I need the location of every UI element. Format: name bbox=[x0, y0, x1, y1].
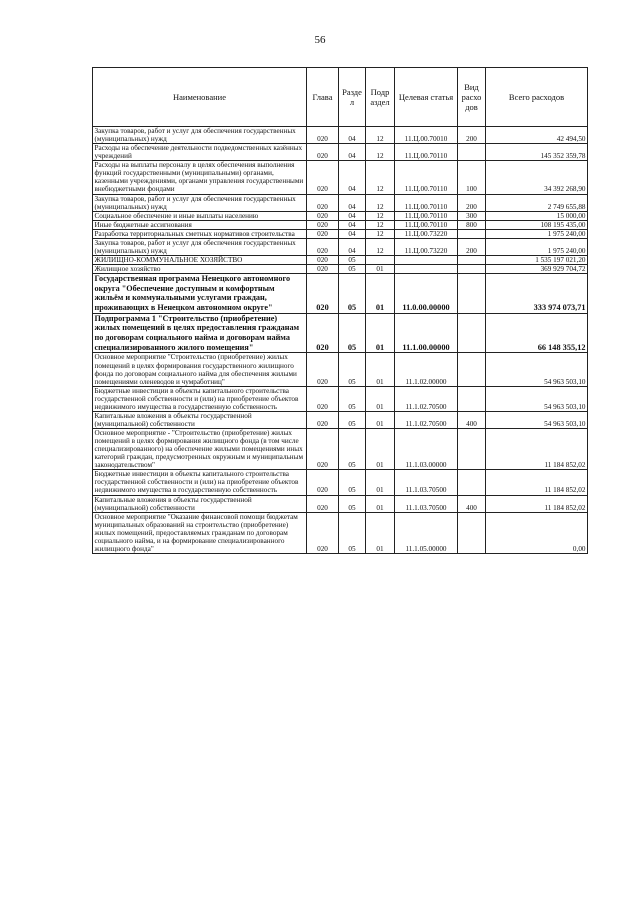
row-total: 42 494,50 bbox=[486, 127, 588, 144]
row-name: Государственная программа Ненецкого автономного округа "Обеспечение доступным и комфортным жильём и коммунальными услугами граждан, проживающих в Ненецком автономном округе" bbox=[93, 274, 307, 314]
row-name: Закупка товаров, работ и услуг для обеспечения государственных (муниципальных) нужд bbox=[93, 238, 307, 255]
table-row bbox=[93, 495, 588, 512]
row-glava: 020 bbox=[307, 265, 339, 274]
row-podrazdel: 01 bbox=[366, 386, 395, 411]
header-podrazdel: Подр аздел bbox=[366, 68, 395, 127]
row-vid bbox=[458, 429, 486, 470]
row-name: Основное мероприятие "Строительство (приобретение) жилых помещений в целях формирования государственного жилищного фонда по договорам социального найма для обеспечения жилыми помещениями оленеводов и чумработниц" bbox=[93, 353, 307, 386]
row-glava: 020 bbox=[307, 229, 339, 238]
row-name: Закупка товаров, работ и услуг для обеспечения государственных (муниципальных) нужд bbox=[93, 194, 307, 211]
row-razdel: 05 bbox=[339, 274, 366, 314]
header-glava: Глава bbox=[307, 68, 339, 127]
row-vid: 300 bbox=[458, 211, 486, 220]
row-razdel: 05 bbox=[339, 255, 366, 264]
row-target: 11.Ц.00.70110 bbox=[395, 220, 458, 229]
table-row bbox=[93, 411, 588, 428]
row-podrazdel: 01 bbox=[366, 265, 395, 274]
row-razdel: 05 bbox=[339, 353, 366, 386]
header-target: Целевая статья bbox=[395, 68, 458, 127]
table-row bbox=[93, 255, 588, 264]
row-total: 54 963 503,10 bbox=[486, 386, 588, 411]
row-podrazdel: 01 bbox=[366, 274, 395, 314]
header-total: Всего расходов bbox=[486, 68, 588, 127]
row-razdel: 04 bbox=[339, 238, 366, 255]
row-target: 11.Ц.00.70110 bbox=[395, 161, 458, 194]
row-podrazdel: 01 bbox=[366, 313, 395, 353]
row-total: 11 184 852,02 bbox=[486, 470, 588, 495]
row-total: 333 974 073,71 bbox=[486, 274, 588, 314]
row-target: 11.1.02.70500 bbox=[395, 386, 458, 411]
row-podrazdel: 01 bbox=[366, 353, 395, 386]
table-row bbox=[93, 238, 588, 255]
row-podrazdel: 12 bbox=[366, 211, 395, 220]
row-vid bbox=[458, 512, 486, 553]
row-razdel: 04 bbox=[339, 127, 366, 144]
row-vid bbox=[458, 265, 486, 274]
table-row bbox=[93, 220, 588, 229]
row-target: 11.0.00.00000 bbox=[395, 274, 458, 314]
table-row bbox=[93, 211, 588, 220]
table-row bbox=[93, 512, 588, 553]
row-razdel: 05 bbox=[339, 495, 366, 512]
row-name: Иные бюджетные ассигнования bbox=[93, 220, 307, 229]
row-total: 145 352 359,78 bbox=[486, 144, 588, 161]
row-target bbox=[395, 255, 458, 264]
row-glava: 020 bbox=[307, 194, 339, 211]
row-vid: 400 bbox=[458, 495, 486, 512]
row-vid: 200 bbox=[458, 127, 486, 144]
row-target: 11.1.05.00000 bbox=[395, 512, 458, 553]
row-vid bbox=[458, 470, 486, 495]
row-name: Подпрограмма 1 "Строительство (приобретение) жилых помещений в целях предоставления гражданам по договорам социального найма и договорам найма специализированного жилого помещения" bbox=[93, 313, 307, 353]
row-total: 108 195 435,00 bbox=[486, 220, 588, 229]
row-razdel: 05 bbox=[339, 386, 366, 411]
row-name: Разработка территориальных сметных нормативов строительства bbox=[93, 229, 307, 238]
row-total: 369 929 704,72 bbox=[486, 265, 588, 274]
table-row bbox=[93, 229, 588, 238]
row-total: 11 184 852,02 bbox=[486, 429, 588, 470]
row-vid bbox=[458, 386, 486, 411]
row-total: 15 000,00 bbox=[486, 211, 588, 220]
row-glava: 020 bbox=[307, 144, 339, 161]
row-podrazdel: 01 bbox=[366, 429, 395, 470]
row-glava: 020 bbox=[307, 161, 339, 194]
row-target: 11.1.03.70500 bbox=[395, 495, 458, 512]
table-row bbox=[93, 274, 588, 314]
row-glava: 020 bbox=[307, 386, 339, 411]
row-glava: 020 bbox=[307, 411, 339, 428]
table-row bbox=[93, 144, 588, 161]
row-total: 54 963 503,10 bbox=[486, 353, 588, 386]
row-glava: 020 bbox=[307, 353, 339, 386]
row-razdel: 05 bbox=[339, 470, 366, 495]
row-vid bbox=[458, 255, 486, 264]
row-glava: 020 bbox=[307, 512, 339, 553]
row-vid: 200 bbox=[458, 238, 486, 255]
row-total: 34 392 268,90 bbox=[486, 161, 588, 194]
row-vid bbox=[458, 229, 486, 238]
row-podrazdel: 01 bbox=[366, 411, 395, 428]
row-total: 1 975 240,00 bbox=[486, 229, 588, 238]
row-vid bbox=[458, 274, 486, 314]
row-total: 0,00 bbox=[486, 512, 588, 553]
row-podrazdel: 12 bbox=[366, 161, 395, 194]
row-podrazdel: 12 bbox=[366, 229, 395, 238]
row-razdel: 05 bbox=[339, 265, 366, 274]
row-razdel: 05 bbox=[339, 429, 366, 470]
row-vid: 200 bbox=[458, 194, 486, 211]
row-target: 11.1.03.00000 bbox=[395, 429, 458, 470]
row-name: Закупка товаров, работ и услуг для обеспечения государственных (муниципальных) нужд bbox=[93, 127, 307, 144]
row-target: 11.1.03.70500 bbox=[395, 470, 458, 495]
row-podrazdel: 12 bbox=[366, 194, 395, 211]
row-name: Основное мероприятие - "Строительство (приобретение) жилых помещений в целях формирования жилищного фонда (в том числе специализированного) на обеспечение жилыми помещениями иных категорий граждан, предусмотренных окружным и муниципальным законодательством" bbox=[93, 429, 307, 470]
row-total: 11 184 852,02 bbox=[486, 495, 588, 512]
row-name: Капитальные вложения в объекты государственной (муниципальной) собственности bbox=[93, 411, 307, 428]
row-podrazdel: 12 bbox=[366, 144, 395, 161]
row-name: Расходы на обеспечение деятельности подведомственных казённых учреждений bbox=[93, 144, 307, 161]
row-podrazdel: 01 bbox=[366, 470, 395, 495]
row-name: ЖИЛИЩНО-КОММУНАЛЬНОЕ ХОЗЯЙСТВО bbox=[93, 255, 307, 264]
row-glava: 020 bbox=[307, 313, 339, 353]
table-row bbox=[93, 386, 588, 411]
row-glava: 020 bbox=[307, 220, 339, 229]
budget-table bbox=[92, 67, 588, 554]
table-row bbox=[93, 161, 588, 194]
table-row bbox=[93, 194, 588, 211]
row-razdel: 04 bbox=[339, 211, 366, 220]
row-razdel: 05 bbox=[339, 313, 366, 353]
row-target bbox=[395, 265, 458, 274]
table-row bbox=[93, 429, 588, 470]
row-total: 1 975 240,00 bbox=[486, 238, 588, 255]
row-name: Капитальные вложения в объекты государственной (муниципальной) собственности bbox=[93, 495, 307, 512]
row-target: 11.Ц.00.73220 bbox=[395, 229, 458, 238]
row-podrazdel: 12 bbox=[366, 220, 395, 229]
row-glava: 020 bbox=[307, 211, 339, 220]
header-vid: Вид расхо дов bbox=[458, 68, 486, 127]
row-glava: 020 bbox=[307, 238, 339, 255]
row-podrazdel: 01 bbox=[366, 512, 395, 553]
row-razdel: 04 bbox=[339, 161, 366, 194]
row-total: 66 148 355,12 bbox=[486, 313, 588, 353]
row-target: 11.Ц.00.70010 bbox=[395, 127, 458, 144]
row-razdel: 05 bbox=[339, 411, 366, 428]
row-vid: 100 bbox=[458, 161, 486, 194]
row-name: Расходы на выплаты персоналу в целях обеспечения выполнения функций государственными (муниципальными) органами, казенными учреждениями, органами управления государственными внебюджетными фондами bbox=[93, 161, 307, 194]
row-target: 11.Ц.00.70110 bbox=[395, 211, 458, 220]
header-name: Наименование bbox=[93, 68, 307, 127]
table-header-row bbox=[93, 68, 588, 127]
table-row bbox=[93, 265, 588, 274]
row-podrazdel bbox=[366, 255, 395, 264]
table-row bbox=[93, 353, 588, 386]
row-razdel: 05 bbox=[339, 512, 366, 553]
page-number: 56 bbox=[314, 34, 326, 46]
row-glava: 020 bbox=[307, 127, 339, 144]
row-target: 11.Ц.00.73220 bbox=[395, 238, 458, 255]
row-glava: 020 bbox=[307, 470, 339, 495]
row-podrazdel: 01 bbox=[366, 495, 395, 512]
row-target: 11.1.00.00000 bbox=[395, 313, 458, 353]
row-total: 2 749 655,88 bbox=[486, 194, 588, 211]
row-vid: 800 bbox=[458, 220, 486, 229]
row-target: 11.1.02.00000 bbox=[395, 353, 458, 386]
row-glava: 020 bbox=[307, 495, 339, 512]
table-row bbox=[93, 470, 588, 495]
table-row bbox=[93, 127, 588, 144]
row-name: Жилищное хозяйство bbox=[93, 265, 307, 274]
row-name: Социальное обеспечение и иные выплаты населению bbox=[93, 211, 307, 220]
row-target: 11.1.02.70500 bbox=[395, 411, 458, 428]
row-name: Бюджетные инвестиции в объекты капитального строительства государственной собственности и (или) на приобретение объектов недвижимого имущества в государственную собственность bbox=[93, 470, 307, 495]
row-glava: 020 bbox=[307, 255, 339, 264]
row-razdel: 04 bbox=[339, 220, 366, 229]
row-target: 11.Ц.00.70110 bbox=[395, 144, 458, 161]
row-vid bbox=[458, 144, 486, 161]
table-row bbox=[93, 313, 588, 353]
row-target: 11.Ц.00.70110 bbox=[395, 194, 458, 211]
row-razdel: 04 bbox=[339, 194, 366, 211]
row-glava: 020 bbox=[307, 274, 339, 314]
row-vid bbox=[458, 353, 486, 386]
row-total: 54 963 503,10 bbox=[486, 411, 588, 428]
row-podrazdel: 12 bbox=[366, 127, 395, 144]
row-vid bbox=[458, 313, 486, 353]
row-podrazdel: 12 bbox=[366, 238, 395, 255]
row-vid: 400 bbox=[458, 411, 486, 428]
row-razdel: 04 bbox=[339, 229, 366, 238]
row-razdel: 04 bbox=[339, 144, 366, 161]
header-razdel: Разде л bbox=[339, 68, 366, 127]
row-name: Бюджетные инвестиции в объекты капитального строительства государственной собственности и (или) на приобретение объектов недвижимого имущества в государственную собственность bbox=[93, 386, 307, 411]
row-glava: 020 bbox=[307, 429, 339, 470]
row-total: 1 535 197 021,20 bbox=[486, 255, 588, 264]
row-name: Основное мероприятие "Оказание финансовой помощи бюджетам муниципальных образований на строительство (приобретение) жилых помещений, предоставляемых гражданам по договорам социального найма, и на формирование специализированного жилищного фонда" bbox=[93, 512, 307, 553]
